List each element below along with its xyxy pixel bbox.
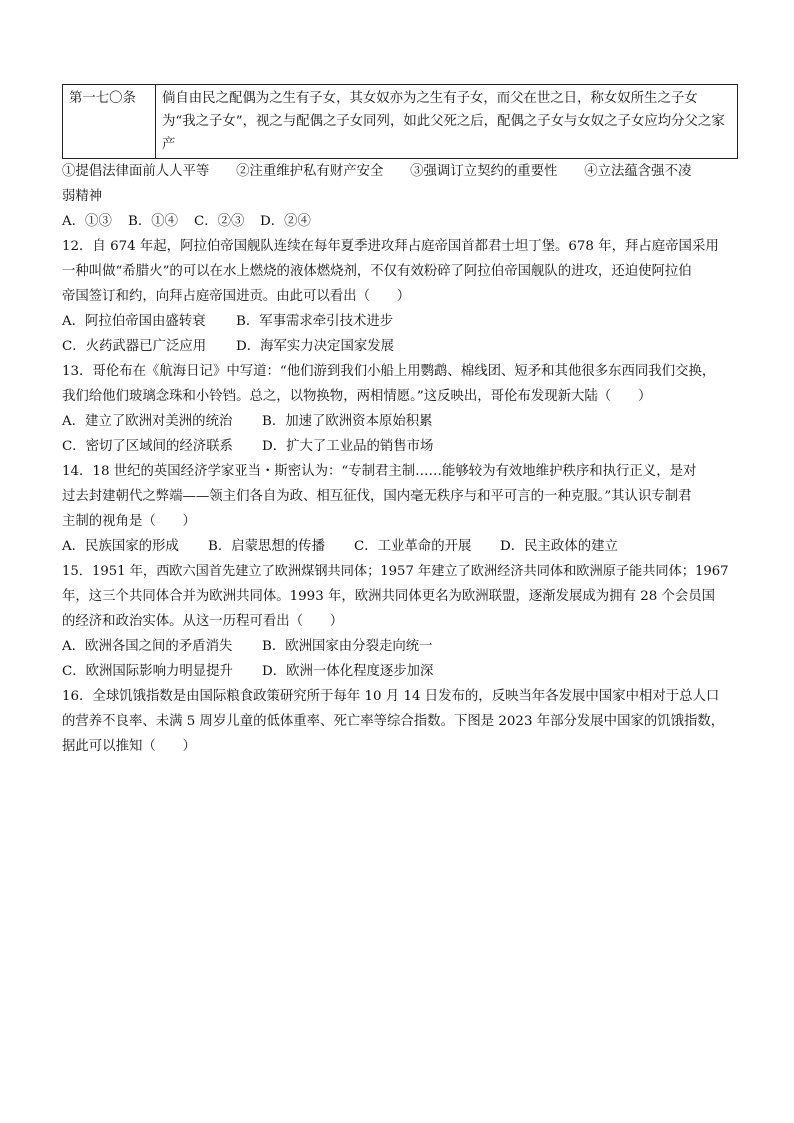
q12-stem-cont: 一种叫做“希腊火”的可以在水上燃烧的液体燃烧剂，不仅有效粉碎了阿拉伯帝国舰队的进攻，还迫使阿拉伯 <box>62 264 692 279</box>
q12-options-row1 <box>62 309 738 334</box>
q11-option-d[interactable]: D．②④ <box>260 214 311 229</box>
article-number: 第一七〇条 <box>63 85 156 159</box>
q12-option-a[interactable]: A．阿拉伯帝国由盛转衰 <box>62 314 206 329</box>
q13-option-d[interactable]: D．扩大了工业品的销售市场 <box>262 439 434 454</box>
q15-stem: 15．1951 年，西欧六国首先建立了欧洲煤钢共同体；1957 年建立了欧洲经济共同体和欧洲原子能共同体；1967 <box>62 564 729 579</box>
q12-option-b[interactable]: B．军事需求牵引技术进步 <box>236 314 394 329</box>
q11-option-c[interactable]: C．②③ <box>194 214 245 229</box>
q16-stem-cont: 的营养不良率、未满 5 周岁儿童的低体重率、死亡率等综合指数。下图是 2023 年部分发展中国家的饥饿指数， <box>62 714 725 729</box>
q13-stem-cont: 我们给他们玻璃念珠和小铃铛。总之，以物换物，两相情愿。”这反映出，哥伦布发现新大陆（ ） <box>62 389 652 404</box>
q14-option-d[interactable]: D．民主政体的建立 <box>500 539 618 554</box>
q13-option-b[interactable]: B．加速了欧洲资本原始积累 <box>262 414 433 429</box>
q15-option-d[interactable]: D．欧洲一体化程度逐步加深 <box>262 664 434 679</box>
q12-option-c[interactable]: C．火药武器已广泛应用 <box>62 339 207 354</box>
q13-stem: 13．哥伦布在《航海日记》中写道：“他们游到我们小船上用鹦鹉、棉线团、短矛和其他很多东西同我们交换， <box>62 364 716 379</box>
q11-options <box>62 209 738 234</box>
q15-option-b[interactable]: B．欧洲国家由分裂走向统一 <box>262 639 433 654</box>
q15-option-a[interactable]: A．欧洲各国之间的矛盾消失 <box>62 639 233 654</box>
q11-statements-cont: 弱精神 <box>62 189 103 204</box>
q11-option-b[interactable]: B．①④ <box>128 214 179 229</box>
q11-option-a[interactable]: A．①③ <box>62 214 112 229</box>
article-text: 倘自由民之配偶为之生有子女，其女奴亦为之生有子女，而父在世之日，称女奴所生之子女为“我之子女”，视之与配偶之子女同列，如此父死之后，配偶之子女与女奴之子女应均分父之家产 <box>156 85 738 159</box>
q16-stem: 16．全球饥饿指数是由国际粮食政策研究所于每年 10 月 14 日发布的，反映当年各发展中国家中相对于总人口 <box>62 689 720 704</box>
q12-stem-end: 帝国签订和约，向拜占庭帝国进贡。由此可以看出（ ） <box>62 289 411 304</box>
q13-options-row2 <box>62 434 738 459</box>
q14-stem-cont: 过去封建朝代之弊端——领主们各自为政、相互征伐，国内毫无秩序与和平可言的一种克服。”其认识专制君 <box>62 489 692 504</box>
q13-option-a[interactable]: A．建立了欧洲对美洲的统治 <box>62 414 233 429</box>
q14-option-b[interactable]: B．启蒙思想的传播 <box>208 539 325 554</box>
q13-option-c[interactable]: C．密切了区域间的经济联系 <box>62 439 233 454</box>
q14-stem: 14．18 世纪的英国经济学家亚当・斯密认为：“专制君主制……能够较为有效地维护秩序和执行正义，是对 <box>62 464 697 479</box>
exam-page <box>62 84 738 759</box>
q12-option-d[interactable]: D．海军实力决定国家发展 <box>236 339 395 354</box>
q16-stem-end: 据此可以推知（ ） <box>62 739 196 754</box>
q15-option-c[interactable]: C．欧洲国际影响力明显提升 <box>62 664 233 679</box>
table-row <box>63 85 738 159</box>
law-table <box>62 84 738 159</box>
q14-option-a[interactable]: A．民族国家的形成 <box>62 539 179 554</box>
q14-option-c[interactable]: C．工业革命的开展 <box>354 539 472 554</box>
q15-stem-cont: 年，这三个共同体合并为欧洲共同体。1993 年，欧洲共同体更名为欧洲联盟，逐渐发展成为拥有 28 个会员国 <box>62 589 716 604</box>
q15-options-row2 <box>62 659 738 684</box>
q15-stem-end: 的经济和政治实体。从这一历程可看出（ ） <box>62 614 344 629</box>
q15-options-row1 <box>62 634 738 659</box>
q14-options <box>62 534 738 559</box>
q11-statements: ①提倡法律面前人人平等 ②注重维护私有财产安全 ③强调订立契约的重要性 ④立法蕴含强不凌 <box>62 164 692 179</box>
q12-stem: 12．自 674 年起，阿拉伯帝国舰队连续在每年夏季进攻拜占庭帝国首都君士坦丁堡。678 年，拜占庭帝国采用 <box>62 239 719 254</box>
q14-stem-end: 主制的视角是（ ） <box>62 514 196 529</box>
q12-options-row2 <box>62 334 738 359</box>
q13-options-row1 <box>62 409 738 434</box>
